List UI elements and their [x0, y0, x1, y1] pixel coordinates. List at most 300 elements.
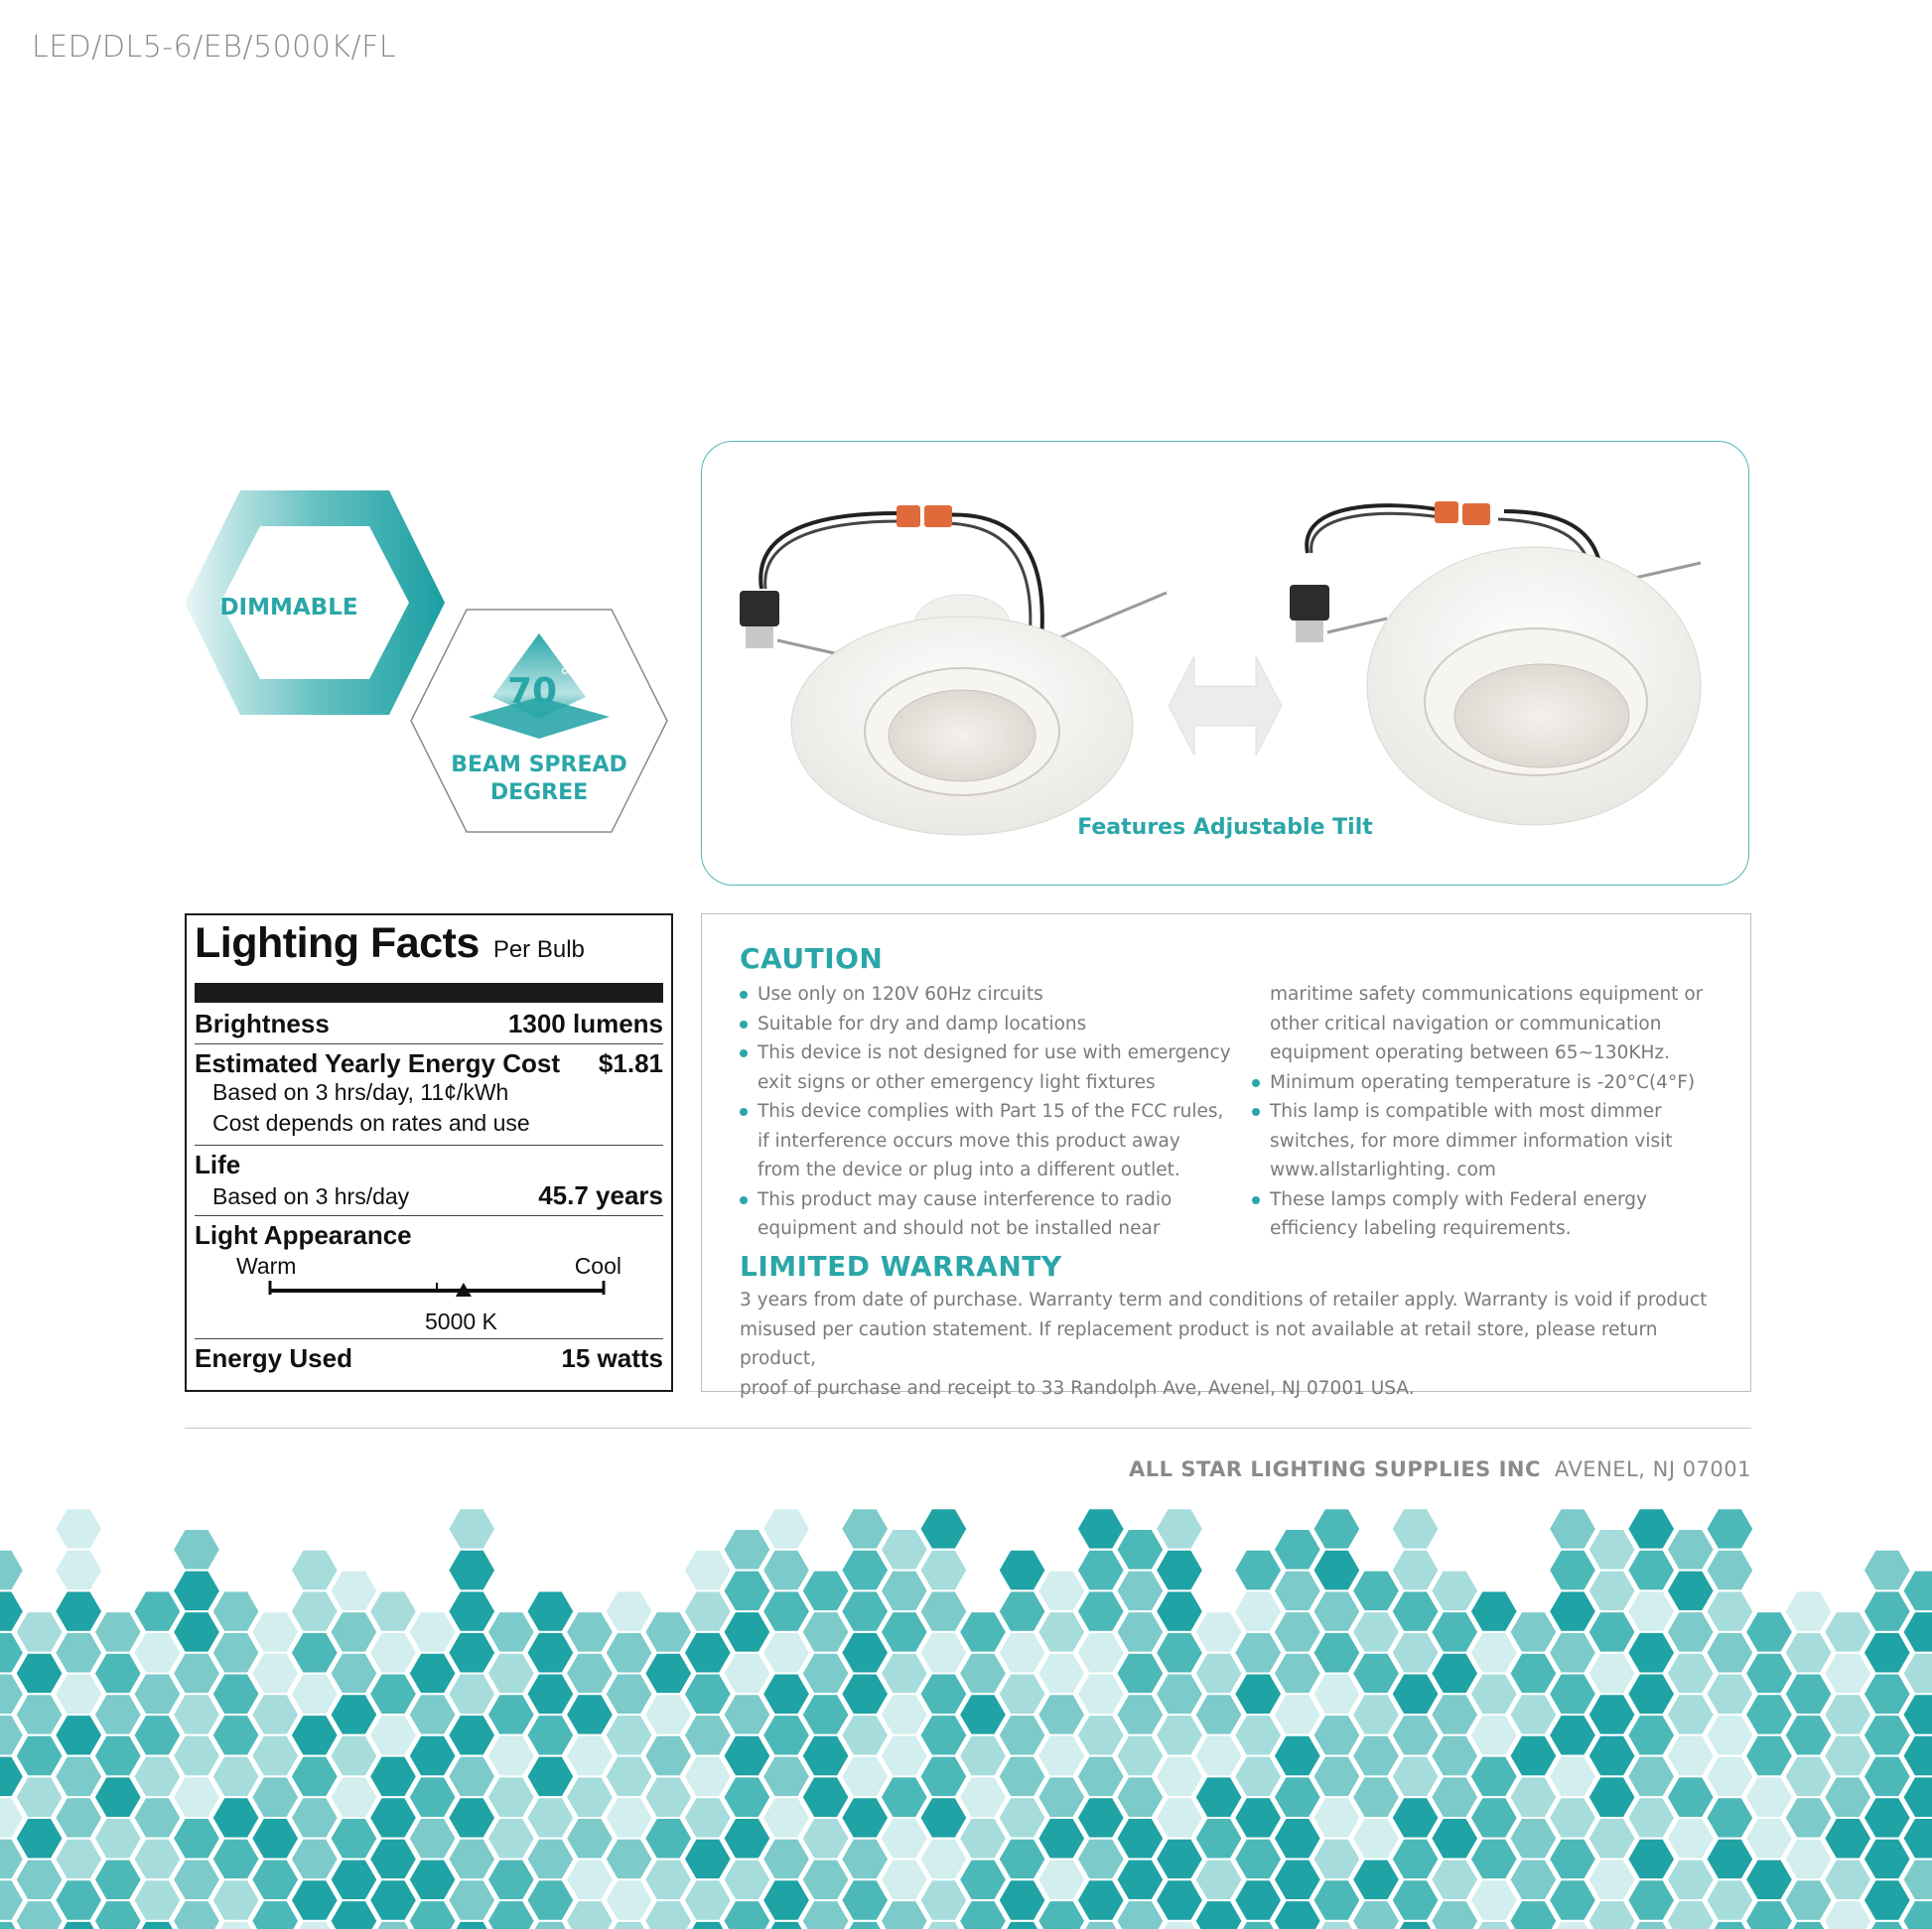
hexagon-tile [1627, 1715, 1675, 1756]
hexagon-tile [1037, 1571, 1085, 1612]
beam-spread-badge-icon [409, 608, 669, 834]
hexagon-tile [173, 1529, 220, 1571]
hexagon-tile [16, 1611, 64, 1653]
hexagon-tile [1037, 1860, 1085, 1901]
hexagon-tile [1549, 1674, 1596, 1716]
hexagon-tile [1706, 1715, 1753, 1756]
hexagon-tile [251, 1860, 299, 1901]
caution-item-cont: www.allstarlighting. com [1270, 1160, 1496, 1180]
hexagon-tile [1431, 1735, 1478, 1777]
hexagon-tile [1863, 1715, 1911, 1756]
life-label: Life [195, 1150, 241, 1179]
hexagon-tile [1706, 1550, 1753, 1591]
hexagon-tile [55, 1632, 102, 1674]
warranty-line: misused per caution statement. If replacement product is not available at retail store, please return product, [740, 1318, 1658, 1369]
hexagon-tile [1116, 1776, 1164, 1818]
hexagon-tile [881, 1818, 928, 1860]
hexagon-tile [959, 1900, 1007, 1929]
hexagon-tile [133, 1839, 181, 1880]
hexagon-tile [330, 1694, 377, 1735]
hexagon-tile [1274, 1860, 1321, 1901]
hexagon-tile [1549, 1509, 1596, 1550]
hexagon-tile [291, 1879, 339, 1921]
hexagon-tile [1470, 1756, 1518, 1798]
hexagon-tile [566, 1818, 614, 1860]
hexagon-tile [1785, 1839, 1833, 1880]
hexagon-tile [762, 1632, 810, 1674]
hexagon-tile [841, 1632, 889, 1674]
hexagon-tile [409, 1900, 457, 1929]
hexagon-tile [762, 1674, 810, 1716]
hexagon-tile [1745, 1694, 1793, 1735]
hexagon-tile [1116, 1900, 1164, 1929]
hexagon-tile [1234, 1715, 1282, 1756]
hexagon-tile [94, 1694, 142, 1735]
hexagon-tile [1627, 1632, 1675, 1674]
hexagon-tile [644, 1818, 692, 1860]
hexagon-tile [133, 1632, 181, 1674]
hexagon-tile [1745, 1900, 1793, 1929]
hexagon-tile [1431, 1818, 1478, 1860]
hexagon-tile [606, 1590, 653, 1632]
hexagon-tile [841, 1550, 889, 1591]
hexagon-tile [1863, 1674, 1911, 1716]
caution-item: This product may cause interference to radio [738, 1185, 1234, 1215]
hexagon-tile [1785, 1756, 1833, 1798]
hexagon-tile [1588, 1611, 1636, 1653]
hexagon-tile [16, 1694, 64, 1735]
hexagon-tile [1077, 1632, 1125, 1674]
hexagon-tile [919, 1756, 967, 1798]
facts-per-bulb: Per Bulb [492, 936, 585, 963]
kelvin-value: 5000 K [425, 1309, 497, 1334]
hexagon-tile [1470, 1715, 1518, 1756]
hexagon-tile [1156, 1632, 1203, 1674]
hexagon-tile [1627, 1797, 1675, 1839]
hexagon-tile [684, 1674, 732, 1716]
product-panel [701, 441, 1749, 886]
hexagon-tile [1312, 1839, 1360, 1880]
caution-item-cont: maritime safety communications equipment or [1270, 984, 1704, 1005]
hexagon-tile [291, 1715, 339, 1756]
dimmable-label: DIMMABLE [219, 595, 358, 620]
hexagon-tile [1077, 1715, 1125, 1756]
hexagon-tile [1392, 1879, 1440, 1921]
hexagon-tile [1156, 1879, 1203, 1921]
hexagon-tile [1785, 1632, 1833, 1674]
hexagon-tile [448, 1756, 495, 1798]
hexagon-tile [1470, 1632, 1518, 1674]
hexagon-tile [1549, 1550, 1596, 1591]
hexagon-tile [173, 1694, 220, 1735]
hexagon-tile [762, 1715, 810, 1756]
hexagon-tile [999, 1879, 1046, 1921]
company-name: ALL STAR LIGHTING SUPPLIES INC [1129, 1457, 1541, 1481]
hexagon-tile [1785, 1797, 1833, 1839]
hexagon-tile [959, 1611, 1007, 1653]
hexagon-tile [487, 1860, 535, 1901]
warranty-text [740, 1286, 1732, 1403]
hexagon-tile [1706, 1632, 1753, 1674]
hexagon-tile [1824, 1900, 1871, 1929]
hexagon-tile [1156, 1550, 1203, 1591]
hexagon-tile [1274, 1900, 1321, 1929]
hexagon-tile [1509, 1611, 1557, 1653]
hexagon-tile [1312, 1674, 1360, 1716]
hexagon-tile [919, 1590, 967, 1632]
footer-divider [185, 1428, 1751, 1429]
hexagon-tile [133, 1756, 181, 1798]
hexagon-tile [1312, 1550, 1360, 1591]
hexagon-tile [1667, 1776, 1715, 1818]
hexagon-tile [16, 1776, 64, 1818]
hexagon-tile [1667, 1571, 1715, 1612]
hexagon-tile [1234, 1797, 1282, 1839]
hexagon-tile [1037, 1611, 1085, 1653]
hexagon-tile [841, 1590, 889, 1632]
hexagon-tile [644, 1860, 692, 1901]
hexagon-tile [1195, 1900, 1243, 1929]
hexagon-tile [1509, 1900, 1557, 1929]
caution-item: This device is not designed for use with emergency [738, 1038, 1234, 1068]
hexagon-tile [1588, 1653, 1636, 1695]
hexagon-tile [1745, 1653, 1793, 1695]
hexagon-tile [173, 1900, 220, 1929]
hexagon-tile [1392, 1550, 1440, 1591]
hexagon-tile [1509, 1776, 1557, 1818]
hexagon-tile [959, 1735, 1007, 1777]
beam-value: 70 [506, 671, 558, 712]
hexagon-tile [1706, 1674, 1753, 1716]
hexagon-tile [1785, 1879, 1833, 1921]
hexagon-tile [1116, 1860, 1164, 1901]
hexagon-tile [606, 1797, 653, 1839]
hexagon-tile [959, 1776, 1007, 1818]
hexagon-tile [723, 1818, 770, 1860]
hexagon-tile [1274, 1571, 1321, 1612]
hexagon-tile [1549, 1590, 1596, 1632]
hexagon-tile [526, 1632, 574, 1674]
hexagon-tile [1274, 1735, 1321, 1777]
caution-panel [701, 913, 1751, 1399]
hexagon-tile [1588, 1900, 1636, 1929]
hexagon-tile [1392, 1509, 1440, 1550]
hexagon-tile [959, 1860, 1007, 1901]
hexagon-tile [330, 1611, 377, 1653]
hexagon-tile [919, 1509, 967, 1550]
hexagon-tile [448, 1590, 495, 1632]
scale-warm: Warm [236, 1253, 297, 1279]
hexagon-tile [1352, 1735, 1400, 1777]
hexagon-tile [330, 1735, 377, 1777]
hexagon-tile [802, 1776, 850, 1818]
hexagon-tile [16, 1860, 64, 1901]
hexagon-tile [644, 1611, 692, 1653]
hexagon-tile [999, 1674, 1046, 1716]
hexagon-tile [1195, 1860, 1243, 1901]
hexagon-tile [802, 1900, 850, 1929]
hexagon-tile [369, 1756, 417, 1798]
caution-item-cont: efficiency labeling requirements. [1270, 1218, 1572, 1239]
caution-item-cont: equipment operating between 65~130KHz. [1270, 1042, 1670, 1063]
hexagon-tile [881, 1571, 928, 1612]
hexagon-tile [881, 1653, 928, 1695]
hexagon-tile [1588, 1776, 1636, 1818]
hexagon-tile [1431, 1571, 1478, 1612]
hexagon-tile [251, 1900, 299, 1929]
hexagon-tile [1824, 1653, 1871, 1695]
hexagon-tile [1470, 1797, 1518, 1839]
hexagon-tile [487, 1900, 535, 1929]
beam-degree-symbol: ° [560, 664, 570, 688]
energy-value: 15 watts [561, 1343, 663, 1373]
hexagon-tile [94, 1735, 142, 1777]
hexagon-tile [802, 1611, 850, 1653]
hexagon-tile [919, 1797, 967, 1839]
hexagon-tile [1863, 1797, 1911, 1839]
hexagon-tile [291, 1550, 339, 1591]
hexagon-tile [1195, 1735, 1243, 1777]
hexagon-tile [606, 1756, 653, 1798]
hexagon-tile [959, 1653, 1007, 1695]
hexagon-tile [606, 1632, 653, 1674]
caution-item: Minimum operating temperature is -20°C(4°F) [1250, 1068, 1746, 1098]
hexagon-tile [684, 1550, 732, 1591]
hexagon-tile [644, 1776, 692, 1818]
hexagon-tile [1863, 1756, 1911, 1798]
color-temperature-scale [195, 1251, 663, 1334]
hexagon-tile [409, 1694, 457, 1735]
hexagon-tile [251, 1776, 299, 1818]
hexagon-tile [1077, 1509, 1125, 1550]
hexagon-tile [1667, 1900, 1715, 1929]
hexagon-tile [1470, 1590, 1518, 1632]
fixture-tilted-icon [1290, 501, 1701, 825]
hexagon-tile [1037, 1776, 1085, 1818]
hexagon-tile [291, 1797, 339, 1839]
hexagon-tile [1863, 1550, 1911, 1591]
hexagon-tile [1077, 1590, 1125, 1632]
hexagon-tile [1116, 1611, 1164, 1653]
hexagon-tile [1863, 1879, 1911, 1921]
hexagon-tile [841, 1756, 889, 1798]
life-note: Based on 3 hrs/day [212, 1183, 410, 1209]
hexagon-tile [919, 1715, 967, 1756]
hexagon-tile [684, 1632, 732, 1674]
hexagon-tile [1588, 1735, 1636, 1777]
sku-code: LED/DL5-6/EB/5000K/FL [32, 30, 397, 65]
hexagon-tile [959, 1694, 1007, 1735]
hexagon-tile [55, 1674, 102, 1716]
hexagon-tile [1824, 1776, 1871, 1818]
hexagon-tile [55, 1715, 102, 1756]
lighting-facts-label [185, 913, 673, 1392]
hexagon-tile [802, 1571, 850, 1612]
hexagon-tile [1627, 1839, 1675, 1880]
hexagon-tile [1234, 1879, 1282, 1921]
hexagon-tile [1352, 1860, 1400, 1901]
warranty-line: proof of purchase and receipt to 33 Randolph Ave, Avenel, NJ 07001 USA. [740, 1377, 1415, 1399]
hexagon-tile [881, 1529, 928, 1571]
hexagon-tile [1392, 1839, 1440, 1880]
hexagon-tile [448, 1509, 495, 1550]
hexagon-tile [723, 1860, 770, 1901]
hexagon-tile [1667, 1818, 1715, 1860]
hexagon-tile [291, 1590, 339, 1632]
hexagon-tile [999, 1632, 1046, 1674]
hexagon-tile [526, 1674, 574, 1716]
beam-line1: BEAM SPREAD [451, 753, 627, 777]
hexagon-tile [330, 1653, 377, 1695]
hexagon-tile [841, 1879, 889, 1921]
hexagon-tile [1156, 1674, 1203, 1716]
hexagon-tile [94, 1818, 142, 1860]
hexagon-tile [173, 1735, 220, 1777]
hexagon-tile [1116, 1529, 1164, 1571]
hexagon-tile [1392, 1674, 1440, 1716]
hexagon-tile [369, 1839, 417, 1880]
footer [1129, 1457, 1751, 1481]
hexagon-tile [644, 1735, 692, 1777]
hexagon-tile [173, 1818, 220, 1860]
tilt-caption: Features Adjustable Tilt [1077, 815, 1373, 840]
hexagon-tile [566, 1611, 614, 1653]
caution-item-cont: if interference occurs move this product away [758, 1130, 1180, 1152]
caution-item: Use only on 120V 60Hz circuits [738, 980, 1234, 1010]
hexagon-tile [251, 1653, 299, 1695]
hexagon-tile [526, 1715, 574, 1756]
hexagon-tile [1077, 1674, 1125, 1716]
hexagon-tile [762, 1550, 810, 1591]
hexagon-tile [881, 1735, 928, 1777]
hexagon-tile [487, 1694, 535, 1735]
hexagon-tile [566, 1900, 614, 1929]
hexagon-tile [1667, 1653, 1715, 1695]
hexagon-tile [566, 1694, 614, 1735]
hexagon-tile [330, 1818, 377, 1860]
hexagon-tile [802, 1694, 850, 1735]
hexagon-tile [1195, 1653, 1243, 1695]
hexagon-tile [959, 1818, 1007, 1860]
tilt-arrow-icon [1169, 656, 1282, 756]
hexagon-tile [1037, 1653, 1085, 1695]
hexagon-tile [606, 1879, 653, 1921]
hexagon-tile [526, 1839, 574, 1880]
hexagon-tile [762, 1797, 810, 1839]
hexagon-tile [723, 1900, 770, 1929]
hexagon-tile [1077, 1797, 1125, 1839]
hexagon-tile [487, 1818, 535, 1860]
hexagon-tile [1352, 1776, 1400, 1818]
hexagon-tile [1195, 1776, 1243, 1818]
hexagon-tile [1431, 1900, 1478, 1929]
hexagon-tile [1274, 1529, 1321, 1571]
hexagon-tile [448, 1632, 495, 1674]
hexagon-tile [1745, 1611, 1793, 1653]
hexagon-tile [1312, 1756, 1360, 1798]
hexagon-tile [1824, 1818, 1871, 1860]
hexagon-tile [1392, 1797, 1440, 1839]
hexagon-tile [566, 1860, 614, 1901]
hexagon-tile [409, 1735, 457, 1777]
hexagon-tile [1509, 1653, 1557, 1695]
hexagon-tile [1037, 1900, 1085, 1929]
hexagon-tile [251, 1818, 299, 1860]
hexagon-tile [1588, 1694, 1636, 1735]
hexagon-tile [1627, 1509, 1675, 1550]
hexagon-tile [644, 1900, 692, 1929]
hexagon-tile [1274, 1653, 1321, 1695]
hexagon-tile [369, 1879, 417, 1921]
hexagon-tile [251, 1694, 299, 1735]
hexagon-tile [1274, 1776, 1321, 1818]
hexagon-tile [1588, 1529, 1636, 1571]
hexagon-tile [723, 1776, 770, 1818]
hexagon-tile [566, 1776, 614, 1818]
appearance-label: Light Appearance [195, 1220, 412, 1250]
hexagon-tile [841, 1797, 889, 1839]
hexagon-tile [1116, 1735, 1164, 1777]
hexagon-tile [841, 1715, 889, 1756]
hexagon-tile [1431, 1776, 1478, 1818]
hexagon-tile [841, 1839, 889, 1880]
hexagon-tile [1667, 1611, 1715, 1653]
hexagon-tile [1352, 1571, 1400, 1612]
hexagon-tile [212, 1879, 260, 1921]
caution-item-cont: switches, for more dimmer information visit [1270, 1130, 1673, 1152]
hexagon-tile [94, 1653, 142, 1695]
hexagon-tile [173, 1860, 220, 1901]
hexagon-tile [55, 1879, 102, 1921]
hexagon-tile [1234, 1590, 1282, 1632]
hexagon-tile [448, 1839, 495, 1880]
hexagon-tile [919, 1632, 967, 1674]
caution-item-cont: exit signs or other emergency light fixtures [758, 1071, 1156, 1093]
hexagon-tile [212, 1674, 260, 1716]
hexagon-tile [487, 1653, 535, 1695]
hexagon-tile [369, 1632, 417, 1674]
caution-item: Suitable for dry and damp locations [738, 1010, 1234, 1039]
hexagon-tile [999, 1550, 1046, 1591]
hexagon-tile [1667, 1860, 1715, 1901]
hexagon-pattern-icon [0, 1509, 1932, 1929]
hexagon-tile [919, 1674, 967, 1716]
hexagon-tile [1431, 1694, 1478, 1735]
warranty-heading: LIMITED WARRANTY [740, 1250, 1062, 1283]
hexagon-tile [212, 1839, 260, 1880]
hexagon-tile [291, 1756, 339, 1798]
hexagon-tile [212, 1715, 260, 1756]
warranty-line: 3 years from date of purchase. Warranty term and conditions of retailer apply. Warranty is void if product [740, 1290, 1708, 1310]
hexagon-tile [526, 1590, 574, 1632]
hexagon-tile [1156, 1756, 1203, 1798]
hexagon-tile [1312, 1715, 1360, 1756]
hexagon-tile [1627, 1550, 1675, 1591]
hexagon-tile [1116, 1694, 1164, 1735]
hexagon-tile [1234, 1632, 1282, 1674]
hexagon-tile [291, 1632, 339, 1674]
facts-thick-rule [195, 983, 663, 1003]
hexagon-tile [802, 1860, 850, 1901]
hexagon-tile [448, 1715, 495, 1756]
hexagon-tile [212, 1756, 260, 1798]
scale-cool: Cool [574, 1253, 621, 1279]
hexagon-tile [684, 1879, 732, 1921]
hexagon-tile [1824, 1611, 1871, 1653]
hexagon-tile [1156, 1590, 1203, 1632]
hexagon-tile [55, 1839, 102, 1880]
hexagon-tile [1392, 1715, 1440, 1756]
